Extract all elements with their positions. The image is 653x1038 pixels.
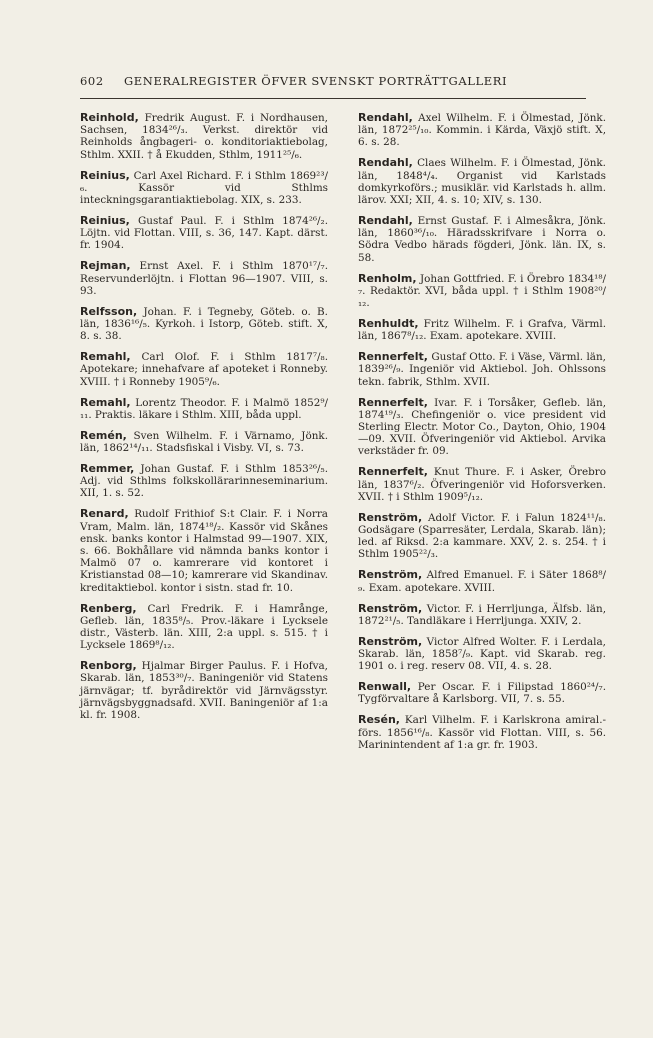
register-entry (80, 112, 328, 161)
entry-surname: Rendahl, (358, 156, 413, 170)
header-rule (80, 98, 586, 99)
entry-surname: Renström, (358, 568, 423, 582)
entry-text: Ivar. F. i Torsåker, Gefleb. län, 1874¹⁹/₃. Chefingeniör o. vice president vid Sterling Electr. Motor Co., Dayton, Ohio, 1904—09. XVII. Öfveringeniör vid Aktiebol. Arvika verkstäder fr. 09. (358, 396, 606, 458)
page-number: 602 (80, 74, 104, 88)
entry-text: Fritz Wilhelm. F. i Grafva, Värml. län, 1867⁸/₁₂. Exam. apotekare. XVIII. (358, 318, 606, 343)
running-title: GENERALREGISTER ÖFVER SVENSKT PORTRÄTTGALLERI (124, 74, 508, 88)
entry-surname: Renwall, (358, 680, 412, 694)
entry-text: Gustaf Otto. F. i Väse, Värml. län, 1839²⁶/₉. Ingeniör vid Aktiebol. Joh. Ohlssons tekn. fabrik, Sthlm. XVII. (358, 351, 606, 388)
register-entry (358, 112, 606, 149)
register-entry (80, 397, 328, 421)
entry-surname: Renhuldt, (358, 317, 419, 331)
register-entry (358, 215, 606, 264)
entry-surname: Reinius, (80, 214, 130, 228)
entry-text: Alfred Emanuel. F. i Säter 1868⁸/₉. Exam. apotekare. XVIII. (358, 569, 606, 594)
entry-surname: Rennerfelt, (358, 395, 428, 409)
entry-text: Lorentz Theodor. F. i Malmö 1852⁹/₁₁. Praktis. läkare i Sthlm. XIII, båda uppl. (80, 396, 328, 421)
entry-text: Gustaf Paul. F. i Sthlm 1874²⁶/₂. Löjtn. vid Flottan. VIII, s. 36, 147. Kapt. därst. fr. 1904. (80, 215, 328, 252)
register-entry (358, 681, 606, 705)
entry-text: Hjalmar Birger Paulus. F. i Hofva, Skarab. län, 1853³⁰/₇. Baningeniör vid Statens järnvägar; tf. byrådirektör vid Järnvägsstyr. järnvägsbyggnadsafd. XVII. Baningeniör af 1:a kl. fr. 1908. (80, 660, 328, 722)
entry-surname: Renström, (358, 510, 423, 524)
register-entry (80, 351, 328, 388)
entry-surname: Rendahl, (358, 111, 413, 124)
entry-text: Johan. F. i Tegneby, Göteb. o. B. län, 1836¹⁶/₅. Kyrkoh. i Istorp, Göteb. stift. X, 8. s. 38. (80, 305, 328, 343)
entry-surname: Renholm, (358, 271, 417, 285)
entry-surname: Rendahl, (358, 214, 413, 228)
register-entry (80, 170, 328, 207)
register-entry (358, 569, 606, 593)
entry-text: Axel Wilhelm. F. i Ölmestad, Jönk. län, 1872²⁵/₁₀. Kommin. i Kärda, Växjö stift. X, 6. s. 28. (358, 112, 606, 149)
register-entry (80, 430, 328, 454)
entry-surname: Renberg, (80, 601, 137, 615)
entry-text: Carl Axel Richard. F. i Sthlm 1869²³/₆. Kassör vid Sthlms inteckningsgarantiaktiebolag. XIX, s. 233. (80, 169, 328, 207)
entry-surname: Reinius, (80, 168, 130, 182)
entry-text: Carl Fredrik. F. i Hamrånge, Gefleb. län, 1835⁸/₅. Prov.-läkare i Lycksele distr., Västerb. län. XIII, 2:a uppl. s. 515. † i Lycksele 1869⁸/₁₂. (80, 602, 328, 652)
register-entry (358, 157, 606, 206)
register-entry (80, 215, 328, 252)
right-column (358, 112, 606, 760)
entry-text: Ernst Gustaf. F. i Almesåkra, Jönk. län, 1860³⁶/₁₀. Häradsskrifvare i Norra o. Södra Vedbo härads fögderi, Jönk. län. IX, s. 58. (358, 215, 606, 264)
entry-text: Ernst Axel. F. i Sthlm 1870¹⁷/₇. Reservunderlöjtn. i Flottan 96—1907. VIII, s. 93. (80, 260, 328, 297)
register-entry (80, 508, 328, 593)
entry-surname: Renström, (358, 634, 423, 648)
entry-text: Sven Wilhelm. F. i Värnamo, Jönk. län, 1862¹⁴/₁₁. Stadsfiskal i Visby. VI, s. 73. (80, 429, 328, 455)
entry-text: Knut Thure. F. i Asker, Örebro län, 1837⁶/₂. Öfveringeniör vid Hoforsverken. XVII. † i Sthlm 1909⁵/₁₂. (358, 466, 606, 503)
register-entry (358, 318, 606, 342)
entry-surname: Remahl, (80, 350, 131, 364)
entry-text: Victor Alfred Wolter. F. i Lerdala, Skarab. län, 1858⁷/₉. Kapt. vid Skarab. reg. 1901 o. i reg. reserv 08. VII, 4. s. 28. (358, 635, 606, 673)
register-entry (358, 397, 606, 458)
entry-text: Johan Gottfried. F. i Örebro 1834¹⁸/₇. Redaktör. XVI, båda uppl. † i Sthlm 1908²⁰/₁₂. (358, 272, 606, 310)
page-header (80, 74, 586, 88)
entry-text: Adolf Victor. F. i Falun 1824¹¹/₈. Godsägare (Sparresäter, Lerdala, Skarab. län); led. af Riksd. 2:a kammare. XXV, 2. s. 254. † i Sthlm 1905²²/₃. (358, 511, 606, 561)
register-entry (358, 603, 606, 627)
register-entry (358, 636, 606, 673)
entry-surname: Reinhold, (80, 111, 139, 124)
register-entry (80, 660, 328, 721)
entry-surname: Renard, (80, 507, 129, 521)
entry-surname: Rennerfelt, (358, 465, 428, 479)
entry-text: Rudolf Frithiof S:t Clair. F. i Norra Vram, Malm. län, 1874¹⁸/₂. Kassör vid Skånes ensk. banks kontor i Halmstad 99—1907. XIX, s. 66. Bokhållare vid nämnda banks kontor i Malmö 07 o. kamrerare vid kontoret i Kristianstad 08—10; kamrerare vid Skandinav. kreditaktiebol. kontor i sistn. stad fr. 10. (80, 508, 328, 594)
entry-surname: Renström, (358, 601, 423, 615)
register-entry (358, 466, 606, 503)
entry-surname: Renborg, (80, 659, 137, 673)
register-entry (80, 463, 328, 500)
register-entry (358, 512, 606, 561)
entry-text: Per Oscar. F. i Filipstad 1860²⁴/₇. Tygförvaltare å Karlsborg. VII, 7. s. 55. (358, 681, 606, 706)
entry-surname: Remén, (80, 428, 127, 442)
entry-text: Karl Vilhelm. F. i Karlskrona amiral.-förs. 1856¹⁶/₈. Kassör vid Flottan. VIII, s. 56. Marinintendent af 1:a gr. fr. 1903. (358, 714, 607, 751)
register-entry (80, 260, 328, 297)
entry-text: Claes Wilhelm. F. i Ölmestad, Jönk. län, 1848⁴/₄. Organist vid Karlstads domkyrkoförs.; musiklär. vid Karlstads h. allm. lärov. XXI; XII, 4. s. 10; XIV, s. 130. (358, 157, 606, 207)
register-entry (358, 714, 606, 751)
entry-text: Fredrik August. F. i Nordhausen, Sachsen, 1834²⁶/₃. Verkst. direktör vid Reinholds ångbageri- o. konditoriaktiebolag, Sthlm. XXII. † å Ekudden, Sthlm, 1911²⁵/₆. (80, 112, 328, 161)
entry-text: Johan Gustaf. F. i Sthlm 1853²⁶/₅. Adj. vid Sthlms folkskollärarinneseminarium. XII, 1. s. 52. (80, 463, 328, 500)
entry-surname: Rejman, (80, 259, 131, 273)
register-entry (358, 351, 606, 388)
register-entry (80, 306, 328, 343)
entry-surname: Relfsson, (80, 304, 138, 318)
entry-surname: Resén, (358, 713, 400, 727)
left-column (80, 112, 328, 730)
register-entry (358, 273, 606, 310)
entry-text: Carl Olof. F. i Sthlm 1817⁷/₈. Apotekare; innehafvare af apoteket i Ronneby. XVIII. † i Ronneby 1905⁹/₆. (80, 351, 328, 388)
entry-surname: Rennerfelt, (358, 350, 428, 364)
entry-surname: Remahl, (80, 395, 131, 409)
register-entry (80, 603, 328, 652)
entry-text: Victor. F. i Herrljunga, Älfsb. län, 1872²¹/₅. Tandläkare i Herrljunga. XXIV, 2. (358, 602, 606, 627)
entry-surname: Remmer, (80, 462, 135, 476)
